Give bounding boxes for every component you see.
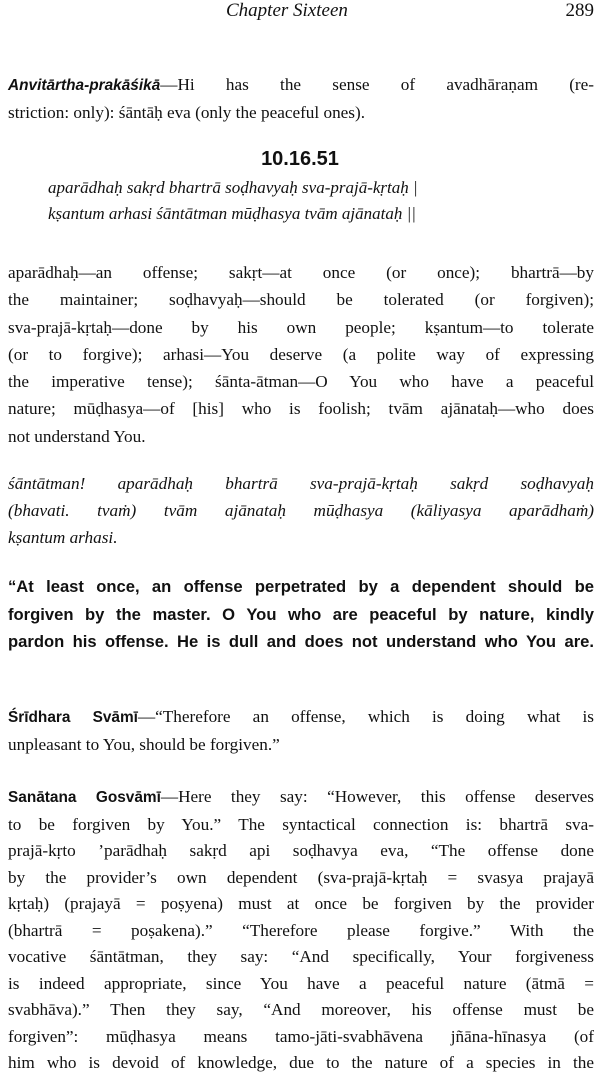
- anvitartha-line-2: striction: only): śāntāḥ eva (only the peaceful ones).: [8, 102, 366, 122]
- word-meaning-line: aparādhaḥ—an offense; sakṛt—at once (or once); bhartrā—by: [8, 263, 594, 282]
- sanatana-line: (bhartrā = poṣakena).” “Therefore please forgive.” With the: [8, 920, 594, 940]
- anvaya-line: kṣantum arhasi.: [8, 528, 118, 547]
- word-meaning-line: nature; mūḍhasya—of [his] who is foolish; tvām ajānataḥ—who does: [8, 399, 594, 419]
- anvaya-line: śāntātman! aparādhaḥ bhartrā sva-prajā-kṛtaḥ sakṛd soḍhavyaḥ: [8, 474, 594, 493]
- sanatana-line: forgiven”: mūḍhasya means tamo-jāti-svabhāvena jñāna-hīnasya (of: [8, 1026, 594, 1046]
- sanatana-line: by the provider’s own dependent (sva-prajā-kṛtaḥ = svasya prajayā: [8, 867, 594, 887]
- verse-line-2: kṣantum arhasi śāntātman mūḍhasya tvām ajānataḥ ||: [48, 204, 416, 223]
- anvitartha-commentary: [8, 72, 594, 126]
- sanatana-line: svabhāva).” Then they say, “And moreover, his offense must be: [8, 1000, 594, 1019]
- translation-line: “At least once, an offense perpetrated by a dependent should be: [8, 577, 594, 596]
- sanatana-line: —Here they say: “However, this offense deserves: [160, 787, 594, 806]
- translation-line: forgiven by the master. O You who are peaceful by nature, kindly: [8, 604, 594, 624]
- verse-line-1: aparādhaḥ sakṛd bhartrā soḍhavyaḥ sva-prajā-kṛtaḥ |: [48, 178, 418, 197]
- verse-translation: [8, 573, 594, 656]
- word-meaning-line: the maintainer; soḍhavyaḥ—should be tolerated (or forgiven);: [8, 290, 594, 310]
- translation-line: pardon his offense. He is dull and does not understand who You are.: [8, 632, 594, 651]
- sanatana-commentary: [8, 784, 594, 1077]
- sanatana-label: Sanātana Gosvāmī: [8, 789, 161, 806]
- word-meaning-line: not understand You.: [8, 426, 146, 446]
- word-meanings: [8, 259, 594, 450]
- sridhara-label: Śrīdhara Svāmī: [8, 709, 138, 726]
- chapter-title: Chapter Sixteen: [226, 0, 348, 21]
- anvaya-prose-order: [8, 470, 594, 551]
- sanatana-line: to be forgiven by You.” The syntactical connection is: bhartrā sva-: [8, 814, 594, 834]
- sridhara-line-2: unpleasant to You, should be forgiven.”: [8, 734, 280, 754]
- running-header: [8, 0, 594, 26]
- word-meaning-line: (or to forgive); arhasi—You deserve (a polite way of expressing: [8, 344, 594, 364]
- verse-text: [48, 175, 560, 227]
- anvitartha-label: Anvitārtha-prakāśikā: [8, 77, 161, 94]
- sanatana-line: vocative śāntātman, they say: “And specifically, Your forgiveness: [8, 947, 594, 966]
- sanatana-line: kṛtaḥ) (prajayā = poṣyena) must at once be forgiven by the provider: [8, 894, 594, 913]
- sridhara-line-1: —“Therefore an offense, which is doing what is: [137, 707, 594, 726]
- sanatana-line: is indeed appropriate, since You have a peaceful nature (ātmā =: [8, 973, 594, 993]
- sanatana-line: prajā-kṛto ’parādhaḥ sakṛd api soḍhavya eva, “The offense done: [8, 841, 594, 860]
- anvitartha-line-1: —Hi has the sense of avadhāraṇam (re-: [160, 75, 594, 94]
- anvaya-line: (bhavati. tvaṁ) tvām ajānataḥ mūḍhasya (kāliyasya aparādhaṁ): [8, 501, 594, 520]
- sanatana-line: him who is devoid of knowledge, due to the nature of a species in the: [8, 1053, 594, 1072]
- sridhara-commentary: [8, 704, 594, 758]
- word-meaning-line: sva-prajā-kṛtaḥ—done by his own people; kṣantum—to tolerate: [8, 317, 594, 337]
- verse-number: 10.16.51: [261, 148, 339, 170]
- page-number: 289: [565, 0, 594, 21]
- word-meaning-line: the imperative tense); śānta-ātman—O You who have a peaceful: [8, 372, 594, 392]
